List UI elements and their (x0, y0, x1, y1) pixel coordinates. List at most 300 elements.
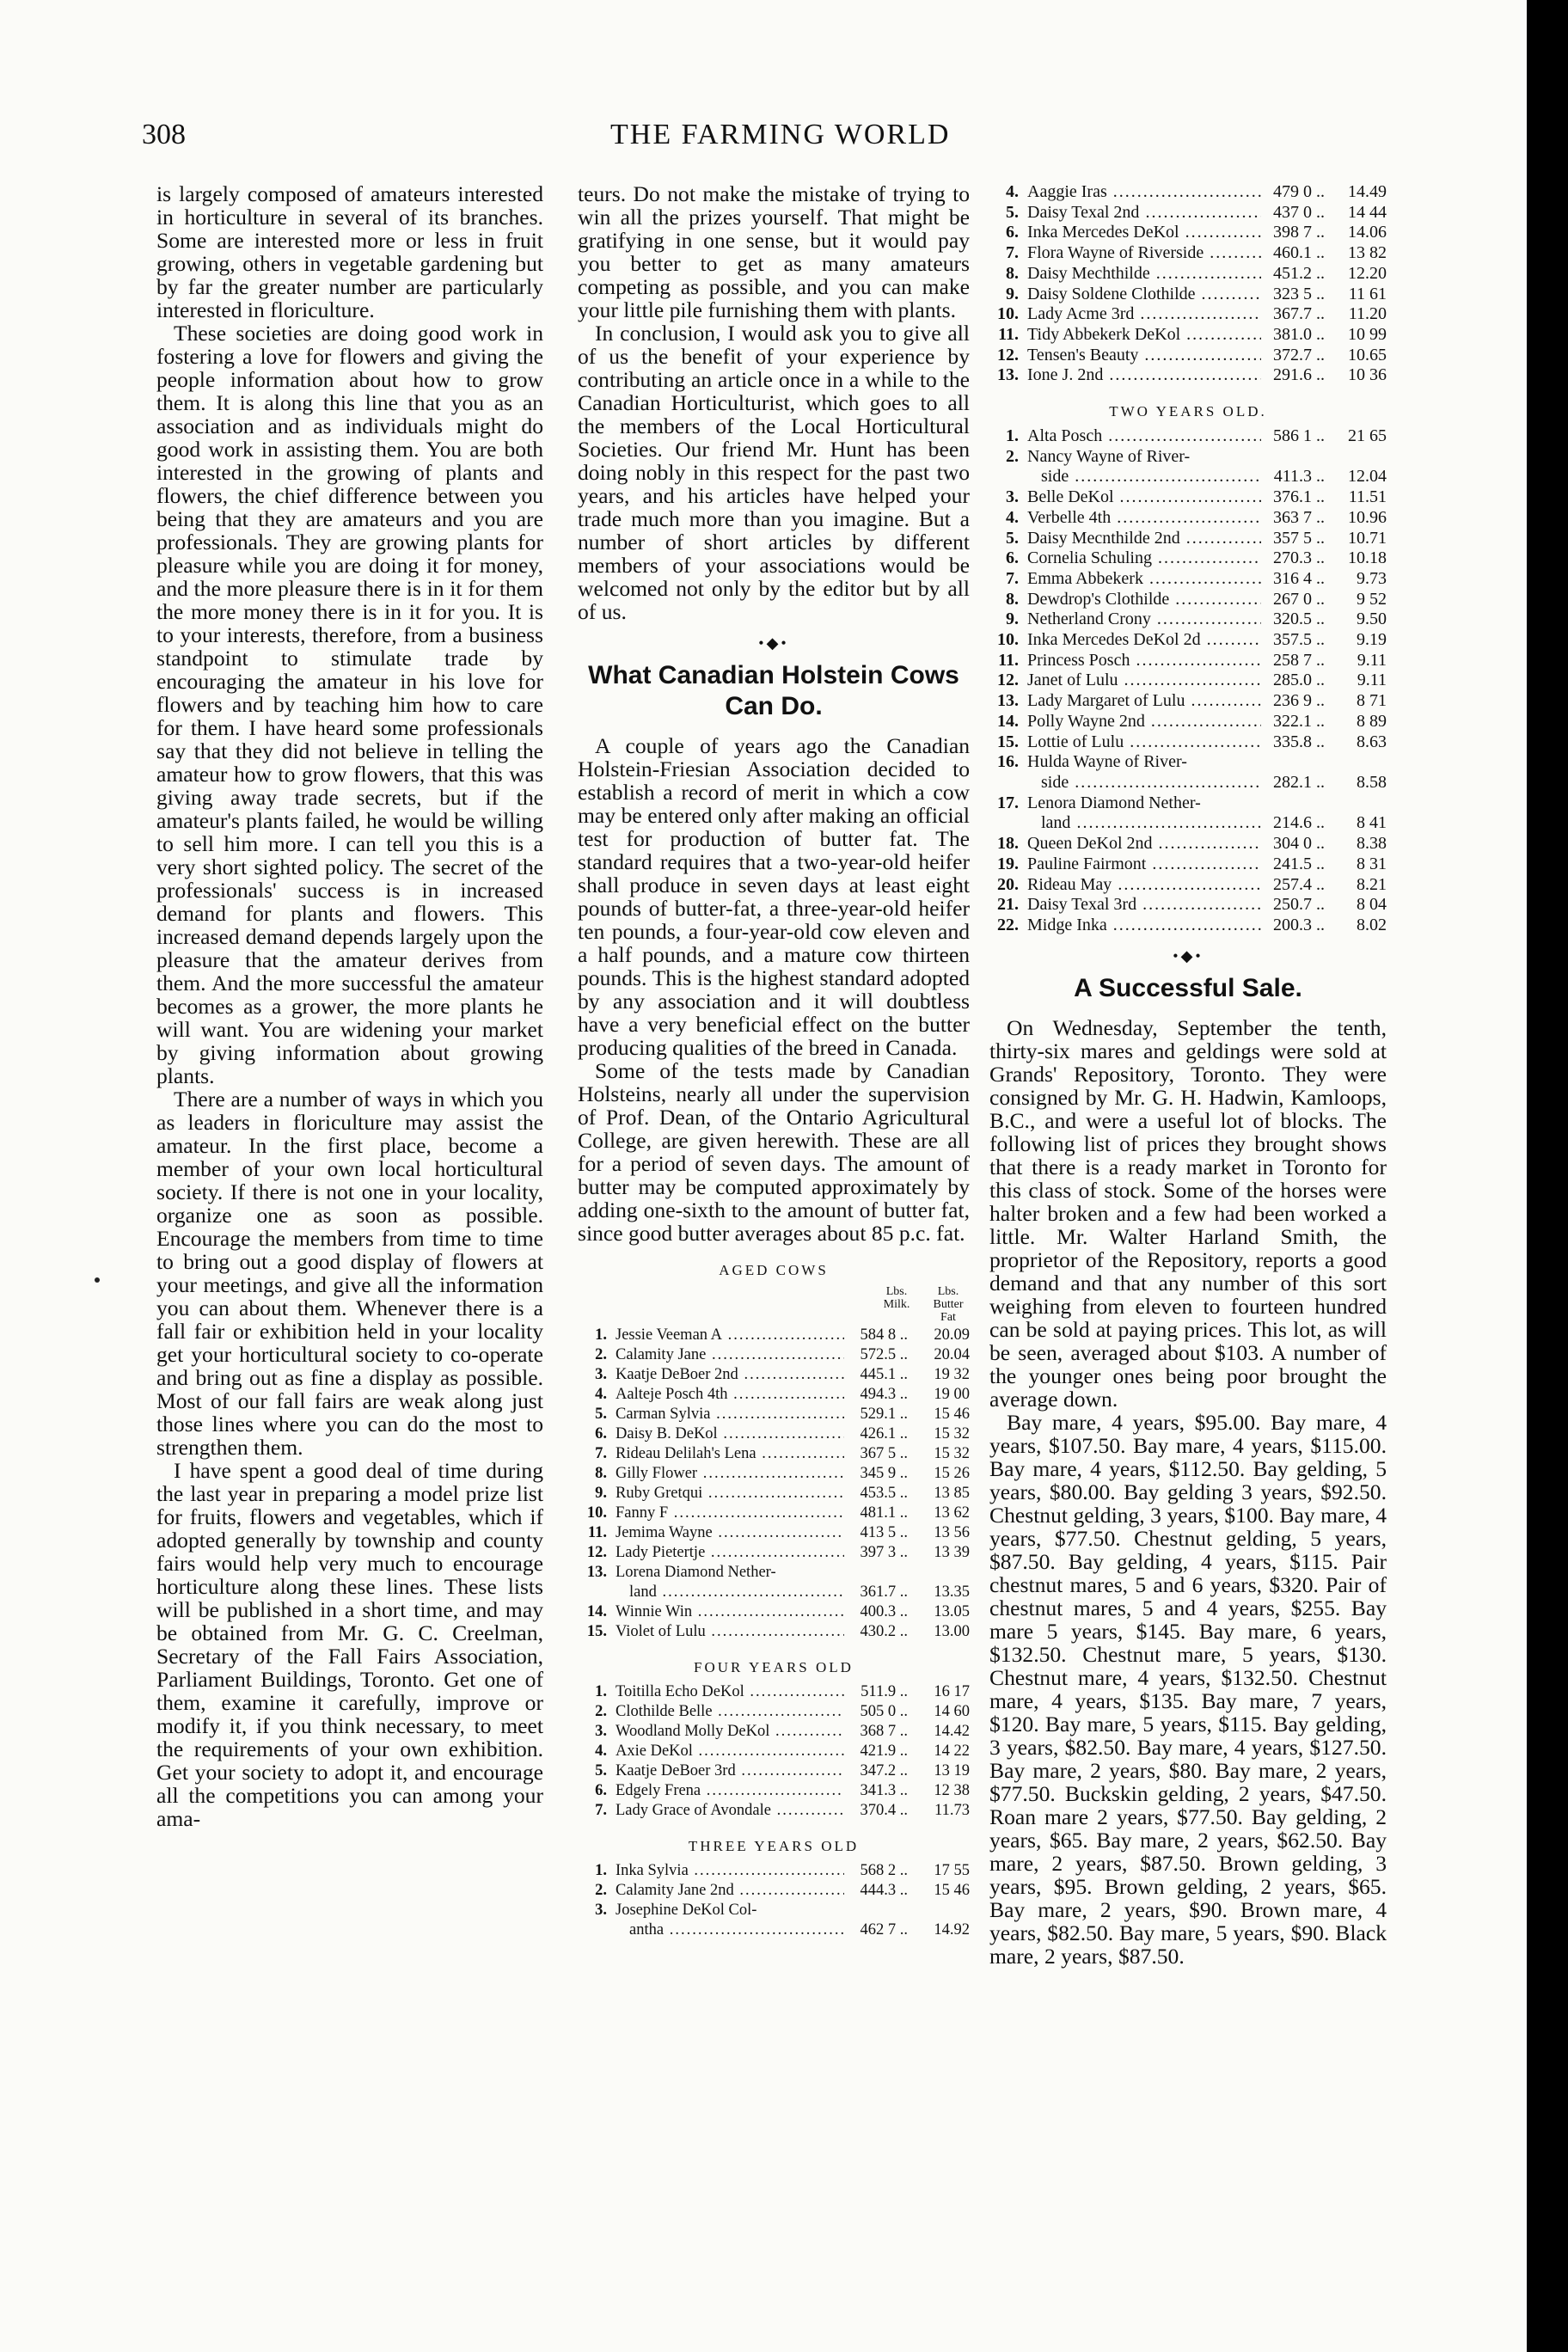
row-number: 15. (586, 1623, 607, 1640)
row-number: 15. (997, 732, 1019, 751)
row-number: 9. (1006, 609, 1019, 629)
cow-name: Ruby Gretqui ..... (616, 1484, 844, 1504)
fat-value: 12.20 (1348, 263, 1387, 283)
cow-name-continued: land ..... (1041, 813, 1261, 834)
cow-name: Kaatje DeBoer 3rd ..... (616, 1761, 844, 1781)
table-row (989, 426, 1387, 447)
cow-name: Lottie of Lulu ..... (1027, 732, 1261, 753)
fat-value: 16 17 (934, 1683, 970, 1700)
table-row (578, 1761, 970, 1781)
fat-value: 14 44 (1348, 202, 1387, 222)
fat-value: 20.04 (934, 1346, 970, 1363)
fat-value: 9.19 (1357, 630, 1387, 650)
milk-value: 413 5 .. (844, 1523, 908, 1543)
cow-name: Netherland Crony ..... (1027, 609, 1261, 630)
fat-value: 8 41 (1357, 813, 1387, 833)
table-row (578, 1622, 970, 1642)
cow-name: Pauline Fairmont ..... (1027, 854, 1261, 875)
cow-name: Queen DeKol 2nd ..... (1027, 834, 1261, 854)
cow-name: Lady Acme 3rd ..... (1027, 304, 1261, 325)
milk-value: 421.9 .. (844, 1742, 908, 1761)
fat-value: 11.51 (1348, 487, 1387, 507)
table-row (989, 304, 1387, 325)
table-row (989, 346, 1387, 366)
fat-value: 14 60 (934, 1703, 970, 1720)
table-subheading: TWO YEARS OLD. (1109, 403, 1267, 420)
table-row (578, 1901, 970, 1920)
row-number: 20. (997, 874, 1019, 894)
row-number: 5. (595, 1406, 607, 1423)
table-row (989, 732, 1387, 753)
fat-value: 13 56 (934, 1524, 970, 1541)
row-number: 9. (595, 1485, 607, 1502)
paragraph: These societies are doing good work in fostering a love for flowers and giving the people information about how to grow them. It is along this line that you as an association and as individuals might do good work in assisting them. You are both interested in the growing of plants and flowers, the chief difference between you being that they are amateurs and you are professionals. They are growing plants for pleasure while you are doing it for money, and the more pleasure there is in it for them the more money there is in it for you. It is to your interests, therefore, from a business standpoint to stimulate trade by encouraging the amateur in his love for flowers and by teaching him how to care for them. I have heard some professionals say that they did not believe in telling the amateur how to grow flowers, that this was giving away trade secrets, but if the amateur's plants failed, he would be willing to sell him more. I can tell you this is a very short sighted policy. The secret of the professionals' success is in increased demand for plants and flowers. This increased demand depends largely upon the pleasure that the amateur derives from them. And the more successful the amateur becomes as a grower, the more plants he will want. You are widening your market by giving information about growing plants. (156, 321, 543, 1088)
milk-value: 367 5 .. (844, 1444, 908, 1464)
page-header (142, 119, 1345, 153)
row-number: 10. (997, 304, 1019, 324)
fat-value: 14 22 (934, 1743, 970, 1760)
milk-value: 445.1 .. (844, 1365, 908, 1385)
table-row (989, 548, 1387, 569)
fat-value: 10.18 (1348, 548, 1387, 568)
row-number: 5. (1006, 202, 1019, 222)
row-number: 3. (595, 1366, 607, 1383)
milk-value: 267 0 .. (1261, 590, 1325, 610)
cow-name: Tensen's Beauty ..... (1027, 346, 1261, 366)
table-row (989, 285, 1387, 305)
fat-value: 11.73 (934, 1802, 970, 1819)
table-row (989, 834, 1387, 854)
row-number: 2. (595, 1703, 607, 1720)
fat-value: 13 82 (1348, 243, 1387, 263)
cow-name: Jemima Wayne ..... (616, 1523, 844, 1543)
milk-value: 214.6 .. (1261, 813, 1325, 834)
milk-value: 453.5 .. (844, 1484, 908, 1504)
table-row (989, 203, 1387, 224)
row-number: 5. (1006, 528, 1019, 548)
cow-name: Princess Posch ..... (1027, 651, 1261, 671)
milk-value: 381.0 .. (1261, 325, 1325, 346)
row-number: 4. (1006, 182, 1019, 201)
milk-value: 361.7 .. (844, 1583, 908, 1602)
table-subheading: THREE YEARS OLD (688, 1838, 860, 1854)
cow-name: Josephine DeKol Col- (616, 1902, 757, 1919)
row-number: 10. (997, 630, 1019, 650)
paragraph: teurs. Do not make the mistake of trying to win all the prizes yourself. That might be gratifying in one sense, but it would pay you better to get as many amateurs competing as possible, and you can make your little pile furnishing them with plants. (578, 181, 970, 322)
fat-value: 12 38 (934, 1782, 970, 1799)
row-number: 8. (1006, 263, 1019, 283)
table-row (989, 264, 1387, 285)
cow-name: Lenora Diamond Nether- (1027, 793, 1201, 812)
cow-name: Aalteje Posch 4th ..... (616, 1385, 844, 1405)
fat-value: 12.04 (1348, 467, 1387, 487)
row-number: 14. (586, 1603, 607, 1620)
table-row (989, 712, 1387, 732)
cow-name: Rideau Delilah's Lena ..... (616, 1444, 844, 1464)
fat-value: 13.05 (934, 1603, 970, 1620)
milk-value: 505 0 .. (844, 1702, 908, 1722)
table-row (578, 1345, 970, 1365)
row-number: 6. (1006, 548, 1019, 568)
row-number: 6. (595, 1425, 607, 1442)
cow-name: Calamity Jane ..... (616, 1345, 844, 1365)
milk-value: 291.6 .. (1261, 365, 1325, 386)
table-row (989, 793, 1387, 814)
row-number: 5. (595, 1762, 607, 1779)
row-number: 12. (997, 345, 1019, 364)
table-row (578, 1464, 970, 1484)
milk-value: 376.1 .. (1261, 487, 1325, 508)
cow-name: Lady Margaret of Lulu ..... (1027, 691, 1261, 712)
table-row (989, 325, 1387, 346)
fat-value: 17 55 (934, 1862, 970, 1879)
table-row (578, 1543, 970, 1563)
fat-value: 8.63 (1357, 732, 1387, 751)
fat-value: 13 39 (934, 1544, 970, 1561)
table-row (989, 630, 1387, 651)
table-row (578, 1742, 970, 1761)
table-row (989, 365, 1387, 386)
cow-name: Woodland Molly DeKol ..... (616, 1722, 844, 1742)
milk-value: 481.1 .. (844, 1504, 908, 1523)
row-number: 1. (595, 1326, 607, 1344)
milk-value: 398 7 .. (1261, 223, 1325, 243)
milk-value: 257.4 .. (1261, 875, 1325, 896)
cow-name: Rideau May ..... (1027, 875, 1261, 896)
fat-value: 19 00 (934, 1386, 970, 1403)
table-subheading: FOUR YEARS OLD (694, 1659, 854, 1675)
row-number: 4. (1006, 507, 1019, 527)
milk-value: 444.3 .. (844, 1881, 908, 1901)
milk-value: 397 3 .. (844, 1543, 908, 1563)
cow-name: Alta Posch ..... (1027, 426, 1261, 447)
row-number: 14. (997, 711, 1019, 731)
paragraph: Bay mare, 4 years, $95.00. Bay mare, 4 years, $107.50. Bay mare, 4 years, $115.00. Bay mare, 4 years, $112.50. Bay gelding, 5 years, $80.00. Bay gelding 3 years, $92.50. Chestnut gelding, 3 years, $100. Bay mare, 4 years, $77.50. Chestnut gelding, 5 years, $87.50. Bay gelding, 4 years, $115. Pair chestnut mares, 5 and 6 years, $320. Pair of chestnut mares, 5 and 4 years, $255. Bay mare 5 years, $145. Bay mare, 6 years, $132.50. Chestnut mare, 5 years, $130. Chestnut mare, 4 years, $132.50. Chestnut mare, 4 years, $135. Bay mare, 7 years, $120. Bay mare, 5 years, $115. Bay gelding, 3 years, $82.50. Bay mare, 4 years, $127.50. Bay mare, 2 years, $80. Bay mare, 2 years, $77.50. Buckskin gelding, 2 years, $47.50. Roan mare 2 years, $77.50. Bay gelding, 2 years, $65. Bay mare, 2 years, $62.50. Bay mare, 2 years, $87.50. Brown gelding, 3 years, $95. Brown gelding, 2 years, $65. Bay mare, 2 years, $90. Brown mare, 4 years, $82.50. Bay mare, 5 years, $90. Black mare, 2 years, $87.50. (989, 1409, 1387, 1969)
row-number: 9. (1006, 284, 1019, 303)
table-row (578, 1523, 970, 1543)
row-number: 6. (1006, 223, 1019, 242)
cow-name: Daisy Texal 3rd ..... (1027, 895, 1261, 916)
milk-value: 572.5 .. (844, 1345, 908, 1365)
table-row (578, 1861, 970, 1881)
table-row (578, 1702, 970, 1722)
paragraph: A couple of years ago the Canadian Holstein-Friesian Association decided to establish a record of merit in which a cow may be entered only after making an official test for production of butter fat. The standard requires that a two-year-old heifer shall produce in seven days at least eight pounds of butter-fat, a three-year-old heifer ten pounds, a four-year-old cow eleven and a half pounds, and a mature cow thirteen pounds. This is the highest standard adopted by any association and it will doubtless have a very beneficial effect on the butter producing qualities of the breed in Canada. (578, 733, 970, 1060)
row-number: 7. (595, 1802, 607, 1819)
milk-value: 430.2 .. (844, 1622, 908, 1642)
aged-cows-table (578, 1326, 970, 1642)
paragraph: I have spent a good deal of time during the last year in preparing a model prize list for fruits, flowers and vegetables, which if adopted generally by township and county fairs would help very much to encourage horticulture along these lines. These lists will be published in a short time, and may be obtained from Mr. G. C. Creelman, Secretary of the Fall Fairs Association, Parliament Buildings, Toronto. Get one of them, examine it carefully, improve or modify it, if you think necessary, to meet the requirements of your own exhibition. Get your society to adopt it, and encourage all the competitions you can among your ama- (156, 1458, 543, 1831)
row-number: 19. (997, 854, 1019, 873)
table-row (989, 671, 1387, 691)
cow-name: Calamity Jane 2nd ..... (616, 1881, 844, 1901)
row-number: 3. (595, 1723, 607, 1740)
fat-value: 9.50 (1357, 609, 1387, 629)
cow-name-continued: antha ..... (629, 1920, 844, 1940)
fat-value: 10.96 (1348, 507, 1387, 527)
row-number: 1. (595, 1683, 607, 1700)
cow-name: Nancy Wayne of River- (1027, 446, 1191, 466)
table-row (989, 875, 1387, 896)
fat-value: 15 46 (934, 1406, 970, 1423)
table-row (578, 1405, 970, 1424)
cow-name: Violet of Lulu ..... (616, 1622, 844, 1642)
row-number: 7. (595, 1445, 607, 1462)
cow-name: Emma Abbekerk ..... (1027, 569, 1261, 590)
table-row-continued (989, 773, 1387, 793)
cow-name: Lorena Diamond Nether- (616, 1564, 776, 1581)
two-years-table (989, 426, 1387, 936)
cow-name: Verbelle 4th ..... (1027, 508, 1261, 529)
table-row (578, 1881, 970, 1901)
cow-name: Daisy B. DeKol ..... (616, 1424, 844, 1444)
milk-value: 347.2 .. (844, 1761, 908, 1781)
table-row (989, 590, 1387, 610)
milk-value: 370.4 .. (844, 1801, 908, 1821)
four-years-table (578, 1682, 970, 1821)
section-separator: •◆• (1173, 946, 1204, 965)
fat-value: 14.06 (1348, 223, 1387, 242)
table-row (989, 182, 1387, 203)
milk-value: 363 7 .. (1261, 508, 1325, 529)
milk-value: 529.1 .. (844, 1405, 908, 1424)
table-row (989, 752, 1387, 773)
milk-value: 372.7 .. (1261, 346, 1325, 366)
cow-name: Ione J. 2nd ..... (1027, 365, 1261, 386)
fat-value: 14.42 (934, 1723, 970, 1740)
cow-name: Midge Inka ..... (1027, 916, 1261, 936)
column-2 (578, 182, 970, 1940)
paragraph: On Wednesday, September the tenth, thirty-six mares and geldings were sold at Grands' Repository, Toronto. They were consigned by Mr. G. H. Hadwin, Kamloops, B.C., and were a useful lot of blocks. The following list of prices they brought shows that there is a ready market in Toronto for this class of stock. Some of the horses were halter broken and a few had been worked a little. Mr. Walter Harland Smith, the proprietor of the Repository, reports a good demand and that any number of this sort weighing from eleven to fourteen hundred can be sold at paying prices. This lot, as will be seen, averaged about $103. A number of the younger ones being poor brought the average down. (989, 1014, 1387, 1412)
cow-name-continued: side ..... (1041, 467, 1261, 487)
article-headline: What Canadian Holstein Cows Can Do. (588, 661, 959, 720)
row-number: 8. (1006, 589, 1019, 609)
table-row (578, 1563, 970, 1583)
fat-value: 9 52 (1357, 589, 1387, 609)
cow-name: Lady Pietertje ..... (616, 1543, 844, 1563)
row-number: 7. (1006, 568, 1019, 588)
row-number: 1. (595, 1862, 607, 1879)
fat-value: 15 46 (934, 1882, 970, 1899)
milk-value: 285.0 .. (1261, 671, 1325, 691)
section-separator: •◆• (758, 634, 789, 652)
fat-value: 8 71 (1357, 691, 1387, 711)
table-row (989, 508, 1387, 529)
cow-name: Belle DeKol ..... (1027, 487, 1261, 508)
milk-value: 320.5 .. (1261, 609, 1325, 630)
table-subheading: AGED COWS (719, 1262, 829, 1278)
row-number: 4. (595, 1743, 607, 1760)
milk-value: 200.3 .. (1261, 916, 1325, 936)
milk-value: 426.1 .. (844, 1424, 908, 1444)
cow-name: Inka Mercedes DeKol 2d ..... (1027, 630, 1261, 651)
milk-value: 282.1 .. (1261, 773, 1325, 793)
milk-value: 568 2 .. (844, 1861, 908, 1881)
milk-value: 586 1 .. (1261, 426, 1325, 447)
cow-name: Cornelia Schuling ..... (1027, 548, 1261, 569)
fat-value: 8 89 (1357, 711, 1387, 731)
fat-value: 13 19 (934, 1762, 970, 1779)
table-row (578, 1682, 970, 1702)
table-row (578, 1365, 970, 1385)
fat-value: 15 26 (934, 1465, 970, 1482)
milk-value: 250.7 .. (1261, 895, 1325, 916)
milk-value: 270.3 .. (1261, 548, 1325, 569)
fat-value: 13.00 (934, 1623, 970, 1640)
milk-value: 411.3 .. (1261, 467, 1325, 487)
row-number: 13. (586, 1564, 607, 1581)
milk-value: 511.9 .. (844, 1682, 908, 1702)
row-number: 11. (587, 1524, 607, 1541)
paragraph: In conclusion, I would ask you to give all of us the benefit of your experience by contributing an article once in a while to the Canadian Horticulturist, which goes to all the members of the Local Horticultural Societies. Our friend Mr. Hunt has been doing nobly in this respect for the past two years, and his articles have helped your trade much more than you imagine. But a number of short articles by different members of your associations would be welcomed not only by the editor but by all of us. (578, 321, 970, 624)
fat-value: 8.02 (1357, 915, 1387, 934)
table-row (578, 1484, 970, 1504)
fat-value: 14.92 (934, 1921, 970, 1939)
row-number: 1. (1006, 426, 1019, 446)
fat-value: 10.65 (1348, 345, 1387, 364)
three-years-table (578, 1861, 970, 1940)
fat-value: 10.71 (1348, 528, 1387, 548)
cow-name: Tidy Abbekerk DeKol ..... (1027, 325, 1261, 346)
three-years-table-continued (989, 182, 1387, 386)
fat-value: 13.35 (934, 1583, 970, 1601)
row-number: 22. (997, 915, 1019, 934)
cow-name: Carman Sylvia ..... (616, 1405, 844, 1424)
row-number: 11. (998, 650, 1019, 670)
table-row (989, 916, 1387, 936)
milk-value: 322.1 .. (1261, 712, 1325, 732)
table-row (578, 1801, 970, 1821)
milk-value: 494.3 .. (844, 1385, 908, 1405)
fat-value: 10 99 (1348, 324, 1387, 344)
fat-value: 9.11 (1357, 671, 1387, 690)
table-row (989, 243, 1387, 264)
milk-value: 323 5 .. (1261, 285, 1325, 305)
cow-name: Daisy Soldene Clothilde ..... (1027, 285, 1261, 305)
row-number: 3. (1006, 487, 1019, 507)
milk-value: 241.5 .. (1261, 854, 1325, 875)
table-row (989, 487, 1387, 508)
milk-value: 258 7 .. (1261, 651, 1325, 671)
paragraph: There are a number of ways in which you as leaders in floriculture may assist the amateur. In the first place, become a member of your own local horticultural society. If there is not one in your locality, organize one as soon as possible. Encourage the members from time to time to bring out a good display of flowers at your meetings, and give all the information you can about them. Whenever there is a fall fair or exhibition held in your locality get your horticultural society to co-operate and bring out as fine a display as possible. Most of our fall fairs are weak along just those lines where you can do the most to strengthen them. (156, 1087, 543, 1460)
table-row (989, 609, 1387, 630)
cow-name: Daisy Mecnthilde 2nd ..... (1027, 529, 1261, 549)
milk-value: 400.3 .. (844, 1602, 908, 1622)
cow-name: Aaggie Iras ..... (1027, 182, 1261, 203)
table-row (989, 447, 1387, 468)
row-number: 6. (595, 1782, 607, 1799)
fat-value: 19 32 (934, 1366, 970, 1383)
milk-value: 451.2 .. (1261, 264, 1325, 285)
table-row (578, 1444, 970, 1464)
fat-value: 11 61 (1348, 284, 1387, 303)
table-row (578, 1722, 970, 1742)
fat-value: 8.58 (1357, 772, 1387, 792)
table-column-headers (578, 1285, 970, 1324)
cow-name: Polly Wayne 2nd ..... (1027, 712, 1261, 732)
fat-value: 20.09 (934, 1326, 970, 1344)
margin-mark (95, 1277, 100, 1283)
row-number: 10. (586, 1504, 607, 1522)
column-header-milk: Lbs. Milk. (883, 1285, 910, 1311)
cow-name: Gilly Flower ..... (616, 1464, 844, 1484)
row-number: 4. (595, 1386, 607, 1403)
row-number: 12. (586, 1544, 607, 1561)
fat-value: 15 32 (934, 1425, 970, 1442)
fat-value: 8.21 (1357, 874, 1387, 894)
cow-name: Fanny F ..... (616, 1504, 844, 1523)
table-row (989, 895, 1387, 916)
cow-name: Axie DeKol ..... (616, 1742, 844, 1761)
milk-value: 304 0 .. (1261, 834, 1325, 854)
milk-value: 316 4 .. (1261, 569, 1325, 590)
row-number: 16. (997, 752, 1019, 772)
row-number: 18. (997, 834, 1019, 854)
paragraph: is largely composed of amateurs interested in horticulture in several of its branches. Some are interested more or less in fruit growing, others in vegetable gardening but by far the greater number are particularly interested in floriculture. (156, 181, 543, 322)
table-row-continued (989, 467, 1387, 487)
cow-name: Winnie Win ..... (616, 1602, 844, 1622)
row-number: 8. (595, 1465, 607, 1482)
fat-value: 10 36 (1348, 365, 1387, 385)
row-number: 17. (997, 793, 1019, 812)
table-row (989, 651, 1387, 671)
cow-name: Edgely Frena ..... (616, 1781, 844, 1801)
paragraph: Some of the tests made by Canadian Holsteins, nearly all under the supervision of Prof. Dean, of the Ontario Agricultural College, are given herewith. These are all for a period of seven days. The amount of butter may be computed approximately by adding one-sixth to the amount of butter fat, since good butter averages about 85 p.c. fat. (578, 1058, 970, 1246)
fat-value: 8 31 (1357, 854, 1387, 873)
milk-value: 437 0 .. (1261, 203, 1325, 224)
fat-value: 8 04 (1357, 895, 1387, 915)
milk-value: 236 9 .. (1261, 691, 1325, 712)
row-number: 21. (997, 895, 1019, 915)
cow-name: Inka Sylvia ..... (616, 1861, 844, 1881)
fat-value: 21 65 (1348, 426, 1387, 446)
cow-name: Janet of Lulu ..... (1027, 671, 1261, 691)
row-number: 2. (595, 1882, 607, 1899)
cow-name-continued: side ..... (1041, 773, 1261, 793)
page-title: THE FARMING WORLD (610, 119, 951, 150)
fat-value: 13 85 (934, 1485, 970, 1502)
row-number: 13. (997, 365, 1019, 385)
cow-name: Lady Grace of Avondale ..... (616, 1801, 844, 1821)
table-row (578, 1385, 970, 1405)
cow-name: Flora Wayne of Riverside ..... (1027, 243, 1261, 264)
cow-name: Jessie Veeman A ..... (616, 1326, 844, 1345)
table-row (578, 1781, 970, 1801)
column-header-fat: Lbs. Butter Fat (933, 1285, 964, 1324)
fat-value: 11.20 (1348, 304, 1387, 324)
table-row (989, 854, 1387, 875)
milk-value: 368 7 .. (844, 1722, 908, 1742)
column-1 (156, 182, 543, 1830)
milk-value: 341.3 .. (844, 1781, 908, 1801)
table-row (578, 1326, 970, 1345)
cow-name-continued: land ..... (629, 1583, 844, 1602)
table-row (578, 1602, 970, 1622)
cow-name: Hulda Wayne of River- (1027, 752, 1187, 772)
cow-name: Kaatje DeBoer 2nd ..... (616, 1365, 844, 1385)
row-number: 2. (595, 1346, 607, 1363)
fat-value: 15 32 (934, 1445, 970, 1462)
table-row (578, 1424, 970, 1444)
cow-name: Daisy Mechthilde ..... (1027, 264, 1261, 285)
fat-value: 8.38 (1357, 834, 1387, 854)
milk-value: 367.7 .. (1261, 304, 1325, 325)
cow-name: Dewdrop's Clothilde ..... (1027, 590, 1261, 610)
milk-value: 357 5 .. (1261, 529, 1325, 549)
table-row (989, 529, 1387, 549)
row-number: 2. (1006, 446, 1019, 466)
table-row-continued (578, 1583, 970, 1602)
row-number: 7. (1006, 243, 1019, 263)
